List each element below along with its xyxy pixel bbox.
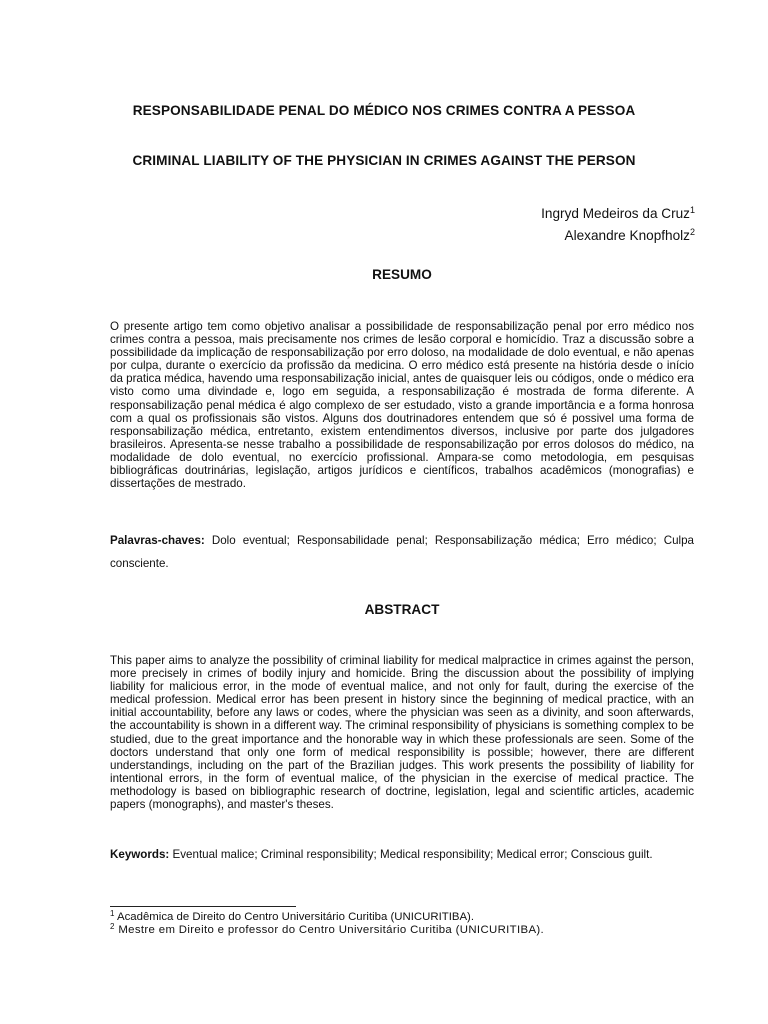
keywords-text: Eventual malice; Criminal responsibility; Medical responsibility; Medical error; Conscious guilt. — [172, 848, 653, 861]
abstract-heading: ABSTRACT — [364, 602, 440, 617]
keywords-label: Palavras-chaves: — [110, 534, 205, 547]
keywords — [110, 844, 694, 867]
footnote-mark: 2 — [689, 227, 695, 237]
keywords-label: Keywords: — [110, 848, 170, 861]
paper-title-portuguese: RESPONSABILIDADE PENAL DO MÉDICO NOS CRIMES CONTRA A PESSOA — [132, 103, 636, 118]
footnote-mark: 1 — [110, 909, 115, 918]
resumo-heading: RESUMO — [372, 267, 432, 282]
footnote-text: Acadêmica de Direito do Centro Universitário Curitiba (UNICURITIBA). — [117, 911, 475, 923]
author-name: Ingryd Medeiros da Cruz — [541, 206, 690, 221]
author-line — [541, 203, 695, 225]
footnote-1 — [110, 911, 544, 924]
footnote-divider — [110, 906, 296, 907]
palavras-chaves — [110, 530, 694, 575]
footnote-mark: 2 — [110, 922, 115, 932]
paper-title-english: CRIMINAL LIABILITY OF THE PHYSICIAN IN CRIMES AGAINST THE PERSON — [132, 153, 636, 168]
author-list — [541, 203, 695, 247]
abstract-paragraph: This paper aims to analyze the possibility of criminal liability for medical malpractice in crimes against the person, more precisely in crimes of bodily injury and homicide. Bring the discussion about the possibility of implying liability for malicious error, in the mode of eventual malice, and not only for fault, during the exercise of the medical profession. Medical error has been present in history since the beginning of medical practice, with an initial accountability, before any laws or codes, where the physician was seen as a divinity, and soon afterwards, the accountability is shown in a different way. The criminal responsibility of physicians is something complex to be studied, due to the great importance and the honorable way in which these professionals are seen. Some of the doctors understand that only one form of medical responsibility is possible; however, there are different understandings, including on the part of the Brazilian judges. This work presents the possibility of liability for intentional errors, in the form of eventual malice, of the physician in the exercise of medical practice. The methodology is based on bibliographic research of doctrine, legislation, legal and scientific articles, academic papers (monographs), and master's theses. — [110, 654, 694, 812]
keywords-text: Dolo eventual; Responsabilidade penal; Responsabilização médica; Erro médico; Culpa consciente. — [110, 534, 694, 570]
footnotes — [110, 911, 544, 938]
footnote-mark: 1 — [689, 205, 695, 215]
footnote-text: Mestre em Direito e professor do Centro Universitário Curitiba (UNICURITIBA). — [118, 924, 545, 937]
author-name: Alexandre Knopfholz — [564, 228, 690, 243]
footnote-2 — [110, 924, 544, 937]
resumo-paragraph: O presente artigo tem como objetivo analisar a possibilidade de responsabilização penal por erro médico nos crimes contra a pessoa, mais precisamente nos crimes de lesão corporal e homicídio. Traz a discussão sobre a possibilidade da implicação de responsabilização por erro doloso, na modalidade de dolo eventual, e não apenas por culpa, durante o exercício da profissão da medicina. O erro médico está presente na história desde o início da pratica médica, havendo uma responsabilização inicial, antes de quaisquer leis ou códigos, onde o médico era visto como uma divindade e, logo em seguida, a responsabilização é mostrada de forma diferente. A responsabilização penal médica é algo complexo de ser estudado, visto a grande importância e a forma honrosa com a qual os profissionais são vistos. Alguns dos doutrinadores entendem que só é possivel uma forma de responsabilização médica, entretanto, existem entendimentos diversos, inclusive por parte dos julgadores brasileiros. Apresenta-se nesse trabalho a possibilidade de responsabilização por erros dolosos do médico, na modalidade de dolo eventual, no exercício profissional. Ampara-se como metodologia, em pesquisas bibliográficas doutrinárias, legislação, artigos jurídicos e científicos, trabalhos acadêmicos (monografias) e dissertações de mestrado. — [110, 320, 694, 491]
author-line — [541, 225, 695, 247]
